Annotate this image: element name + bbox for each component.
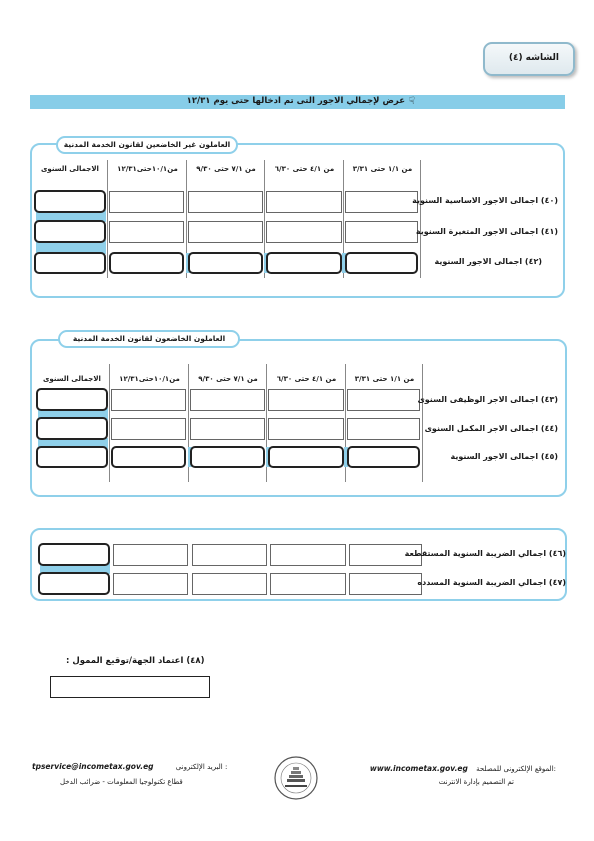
footer-email[interactable]: tpservice@incometax.gov.eg (32, 762, 154, 771)
s2-col-q4: من١٠/١حتى١٢/٣١ (119, 375, 180, 383)
footer-website[interactable]: www.incometax.gov.eg (369, 764, 468, 773)
s1-row-41-label: (٤١) اجمالى الاجور المتغيرة السنوية (415, 227, 558, 236)
s1-col-q1: من ١/١ حتى ٣/٣١ (352, 165, 413, 173)
s2-r45-q2-field[interactable] (268, 446, 344, 468)
s2-r45-q3-field[interactable] (190, 446, 265, 468)
signature-field[interactable] (50, 676, 210, 698)
s2-col-q3: من ٧/١ حتى ٩/٣٠ (198, 375, 258, 383)
s3-r46-total-field[interactable] (38, 543, 110, 566)
s2-r44-total-field[interactable] (36, 417, 108, 440)
s1-r40-q4-field[interactable] (109, 191, 184, 213)
s1-r40-total-field[interactable] (34, 190, 106, 213)
s3-r47-total-field[interactable] (38, 572, 110, 595)
s1-r41-q4-field[interactable] (109, 221, 184, 243)
s2-r45-total-field[interactable] (36, 446, 108, 468)
s2-r44-q2-field[interactable] (268, 418, 344, 440)
footer-designed: تم التصميم بإدارة الانترنت (438, 778, 514, 786)
s1-r41-q3-field[interactable] (188, 221, 263, 243)
s1-r40-q1-field[interactable] (345, 191, 418, 213)
footer-email-line (32, 762, 227, 771)
s1-r42-total-field[interactable] (34, 252, 106, 274)
s1-r42-q3-field[interactable] (188, 252, 263, 274)
s3-row-46-label: (٤٦) اجمالي الضريبة السنوية المستقطعة (404, 549, 566, 558)
s2-r43-q4-field[interactable] (111, 389, 186, 411)
section2-caption: العاملون الخاضعون لقانون الخدمة المدنية (58, 330, 240, 348)
screen-number-label: الشاشه (٤) (508, 53, 559, 63)
s1-col-q3: من ٧/١ حتى ٩/٣٠ (196, 165, 256, 173)
title-bar (30, 95, 565, 109)
s1-r41-q1-field[interactable] (345, 221, 418, 243)
s1-r40-q2-field[interactable] (266, 191, 342, 213)
screen-number-tab (483, 42, 575, 76)
s2-r44-q1-field[interactable] (347, 418, 420, 440)
s2-col-q2: من ٤/١ حتى ٦/٣٠ (276, 375, 337, 383)
s1-r41-total-field[interactable] (34, 220, 106, 243)
s2-r44-q3-field[interactable] (190, 418, 265, 440)
s1-r42-q1-field[interactable] (345, 252, 418, 274)
s1-r40-q3-field[interactable] (188, 191, 263, 213)
s2-r43-q3-field[interactable] (190, 389, 265, 411)
s1-row-40-label: (٤٠) اجمالى الاجور الاساسية السنوية (412, 196, 558, 205)
title-bar-text: عرض لإجمالي الاجور التى تم ادخالها حتى يوم ١٢/٣١ (186, 96, 405, 106)
s2-row-44-label: (٤٤) اجمالى الاجر المكمل السنوى (424, 424, 558, 433)
s1-col-total: الاجمالى السنوى (41, 165, 99, 173)
s1-r42-q4-field[interactable] (109, 252, 184, 274)
footer-website-label: الموقع الإلكترونى للمصلحة: (476, 765, 556, 773)
s1-r42-q2-field[interactable] (266, 252, 342, 274)
s1-col-q2: من ٤/١ حتى ٦/٣٠ (274, 165, 335, 173)
s2-r43-q2-field[interactable] (268, 389, 344, 411)
s3-r47-q3-field[interactable] (192, 573, 267, 595)
section1-caption: العاملون غير الخاضعين لقانون الخدمة المدنية (56, 136, 238, 154)
footer-email-label: البريد الإلكترونى : (175, 763, 228, 771)
s2-row-43-label: (٤٣) اجمالى الاجر الوظيفى السنوى (417, 395, 558, 404)
s2-r43-q1-field[interactable] (347, 389, 420, 411)
s3-r47-q1-field[interactable] (349, 573, 422, 595)
s1-col-q4: من١٠/١حتى١٢/٣١ (117, 165, 178, 173)
s2-col-q1: من ١/١ حتى ٣/٣١ (354, 375, 415, 383)
tax-authority-logo (273, 755, 319, 801)
s1-r41-q2-field[interactable] (266, 221, 342, 243)
s3-r47-q4-field[interactable] (113, 573, 188, 595)
s3-r46-q3-field[interactable] (192, 544, 267, 566)
footer-sector: قطاع تكنولوجيا المعلومات - ضرائب الدخل (60, 778, 183, 786)
footer-website-line (370, 764, 556, 773)
s2-r43-total-field[interactable] (36, 388, 108, 411)
s2-row-45-label: (٤٥) اجمالى الاجور السنوية (450, 452, 558, 461)
s2-r45-q1-field[interactable] (347, 446, 420, 468)
down-arrow-hand-icon: ☟ (408, 96, 415, 107)
s2-r45-q4-field[interactable] (111, 446, 186, 468)
s3-r46-q2-field[interactable] (270, 544, 346, 566)
s2-r44-q4-field[interactable] (111, 418, 186, 440)
s3-r47-q2-field[interactable] (270, 573, 346, 595)
s3-row-47-label: (٤٧) اجمالي الضريبة السنوية المسدده (417, 578, 566, 587)
signature-label: (٤٨) اعتماد الجهة/توقيع الممول : (66, 656, 205, 666)
s1-row-42-label: (٤٢) اجمالى الاجور السنوية (434, 257, 542, 266)
s2-col-total: الاجمالى السنوى (43, 375, 101, 383)
s3-r46-q4-field[interactable] (113, 544, 188, 566)
